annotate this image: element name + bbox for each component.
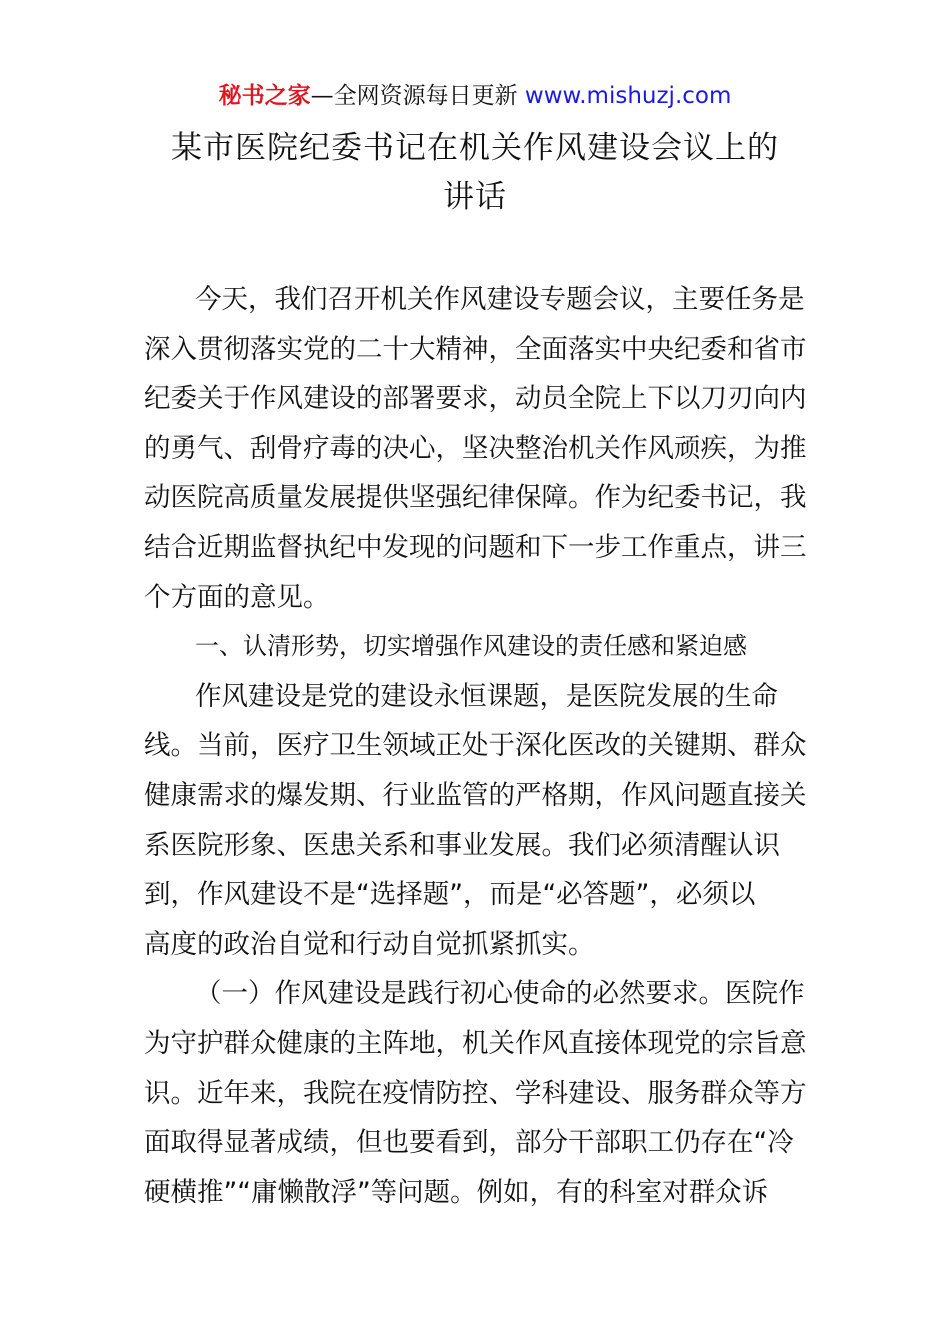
body-line: 个方面的意见。 — [144, 581, 330, 613]
document-body — [144, 275, 806, 1217]
body-line: 高度的政治自觉和行动自觉抓紧抓实。 — [144, 928, 595, 960]
site-brand: 秘书之家 — [218, 83, 311, 109]
site-header — [0, 80, 950, 112]
body-line: 深入贯彻落实党的二十大精神，全面落实中央纪委和省市 — [144, 333, 806, 365]
section-heading: 一、认清形势，切实增强作风建设的责任感和紧迫感 — [195, 632, 747, 661]
site-url-link[interactable]: www.mishuzj.com — [524, 83, 732, 109]
body-line: 作风建设是党的建设永恒课题，是医院发展的生命 — [195, 680, 778, 712]
document-title-line-2: 讲话 — [443, 179, 507, 215]
document-title-line-1: 某市医院纪委书记在机关作风建设会议上的 — [171, 130, 779, 166]
body-line: 硬横推”“庸懒散浮”等问题。例如，有的科室对群众诉 — [144, 1176, 769, 1208]
body-line: 为守护群众健康的主阵地，机关作风直接体现党的宗旨意 — [144, 1027, 806, 1059]
body-line: 动医院高质量发展提供坚强纪律保障。作为纪委书记，我 — [144, 482, 806, 514]
body-line: 到，作风建设不是“选择题”，而是“必答题”，必须以 — [144, 879, 756, 911]
body-line: 纪委关于作风建设的部署要求，动员全院上下以刀刃向内 — [144, 383, 806, 415]
body-line: 健康需求的爆发期、行业监管的严格期，作风问题直接关 — [144, 779, 806, 811]
body-line: 线。当前，医疗卫生领域正处于深化医改的关键期、群众 — [144, 730, 806, 762]
body-line: （一）作风建设是践行初心使命的必然要求。医院作 — [195, 978, 805, 1010]
body-line: 的勇气、刮骨疗毒的决心，坚决整治机关作风顽疾，为推 — [144, 432, 806, 464]
body-line: 面取得显著成绩，但也要看到，部分干部职工仍存在“冷 — [144, 1127, 794, 1159]
body-line: 系医院形象、医患关系和事业发展。我们必须清醒认识 — [144, 829, 780, 861]
body-line: 今天，我们召开机关作风建设专题会议，主要任务是 — [195, 284, 805, 315]
body-line: 结合近期监督执纪中发现的问题和下一步工作重点，讲三 — [144, 531, 806, 563]
site-tagline: —全网资源每日更新 — [310, 83, 518, 109]
body-line: 识。近年来，我院在疫情防控、学科建设、服务群众等方 — [144, 1077, 806, 1109]
